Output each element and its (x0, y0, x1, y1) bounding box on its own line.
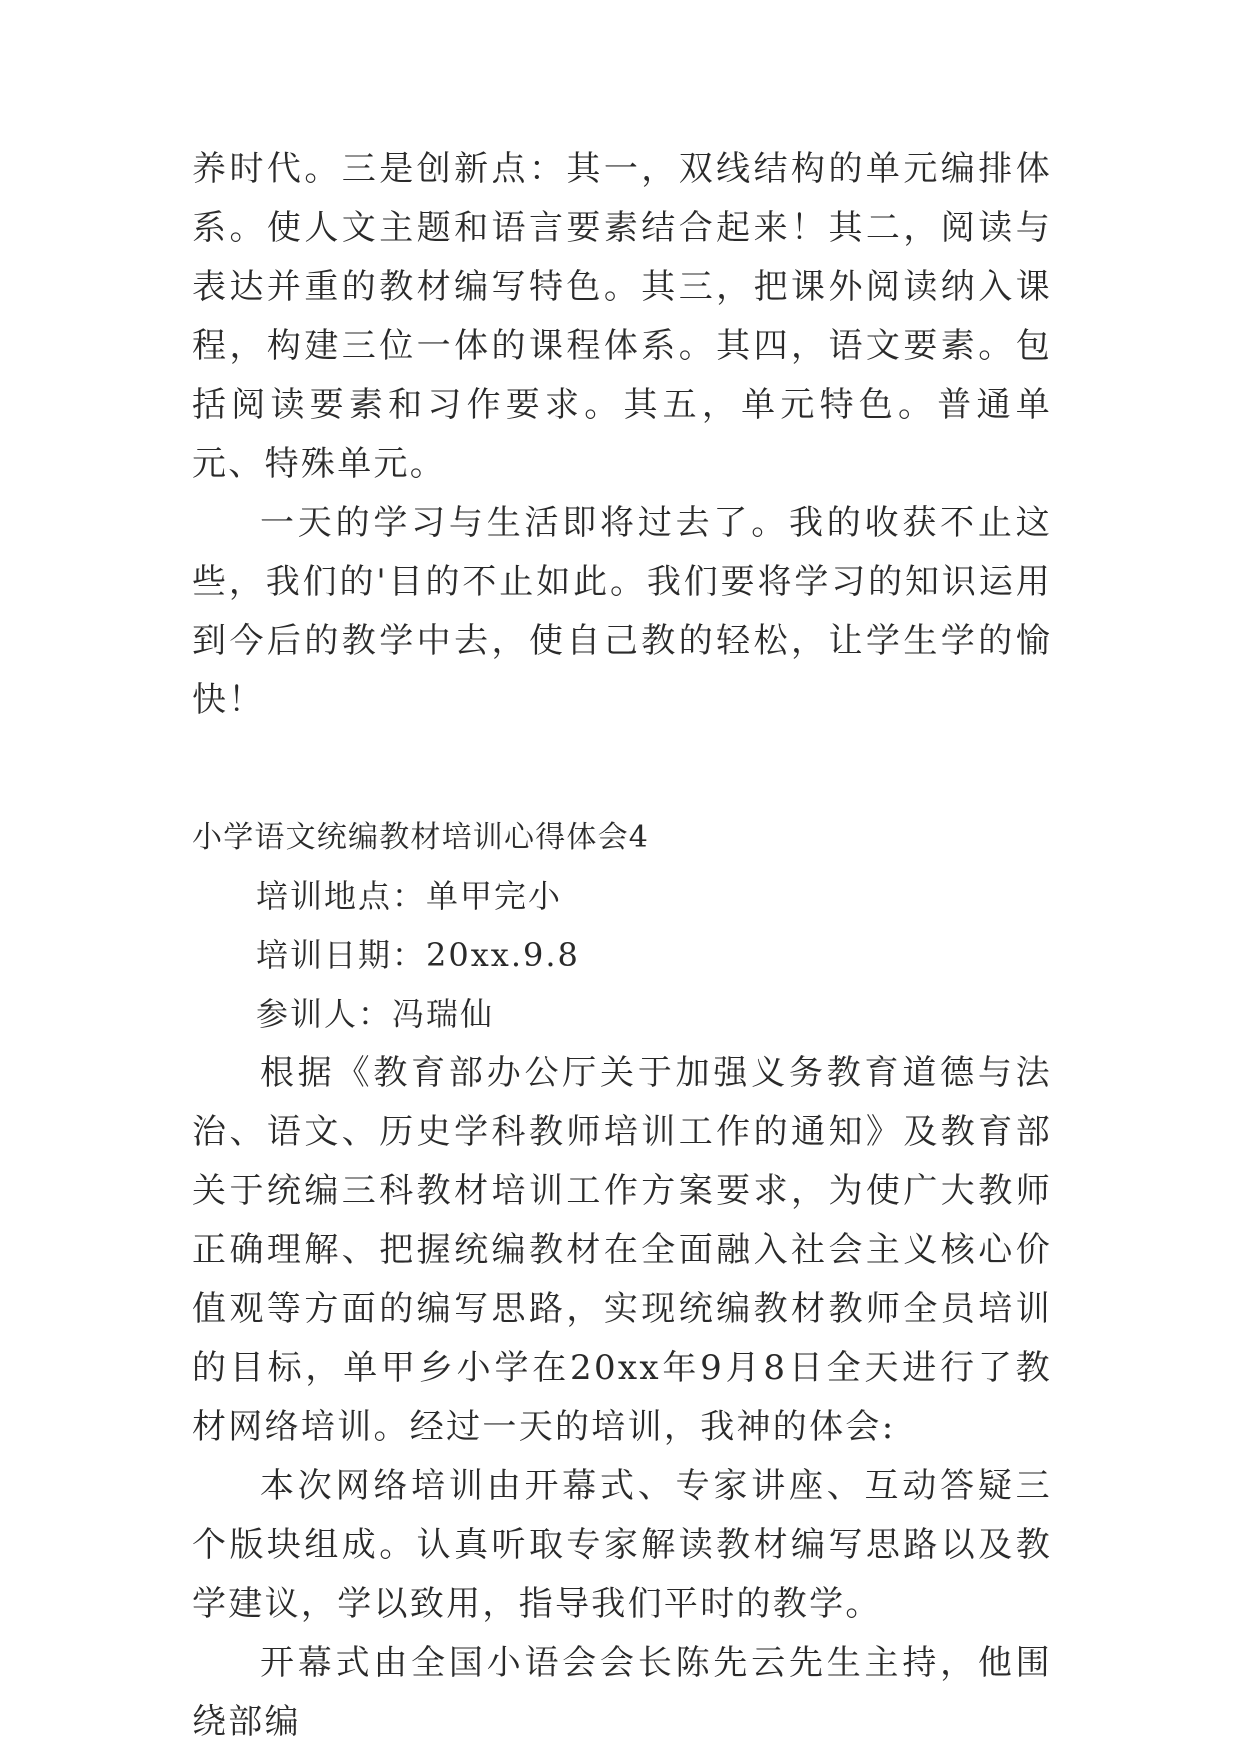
document-body (192, 140, 1052, 1752)
training-location: 培训地点：单甲完小 (256, 877, 563, 915)
section-title: 小学语文统编教材培训心得体会4 (192, 820, 650, 855)
training-date: 培训日期：20xx.9.8 (256, 936, 580, 974)
paragraph-training-structure: 本次网络培训由开幕式、专家讲座、互动答疑三个版块组成。认真听取专家解读教材编写思路以及教学建议，学以致用，指导我们平时的教学。 (192, 1466, 1052, 1624)
paragraph-continuation: 养时代。三是创新点：其一，双线结构的单元编排体系。使人文主题和语言要素结合起来！其二，阅读与表达并重的教材编写特色。其三，把课外阅读纳入课程，构建三位一体的课程体系。其四，语文要素。包括阅读要素和习作要求。其五，单元特色。普通单元、特殊单元。 (192, 149, 1052, 484)
paragraph-background: 根据《教育部办公厅关于加强义务教育道德与法治、语文、历史学科教师培训工作的通知》及教育部关于统编三科教材培训工作方案要求，为使广大教师正确理解、把握统编教材在全面融入社会主义核心价值观等方面的编写思路，实现统编教材教师全员培训的目标，单甲乡小学在20xx年9月8日全天进行了教材网络培训。经过一天的培训，我神的体会: (192, 1053, 1052, 1447)
paragraph-summary: 一天的学习与生活即将过去了。我的收获不止这些，我们的'目的不止如此。我们要将学习的知识运用到今后的教学中去，使自己教的轻松，让学生学的愉快！ (192, 503, 1052, 720)
participant: 参训人：冯瑞仙 (256, 995, 495, 1033)
paragraph-opening: 开幕式由全国小语会会长陈先云先生主持，他围绕部编 (192, 1643, 1052, 1742)
